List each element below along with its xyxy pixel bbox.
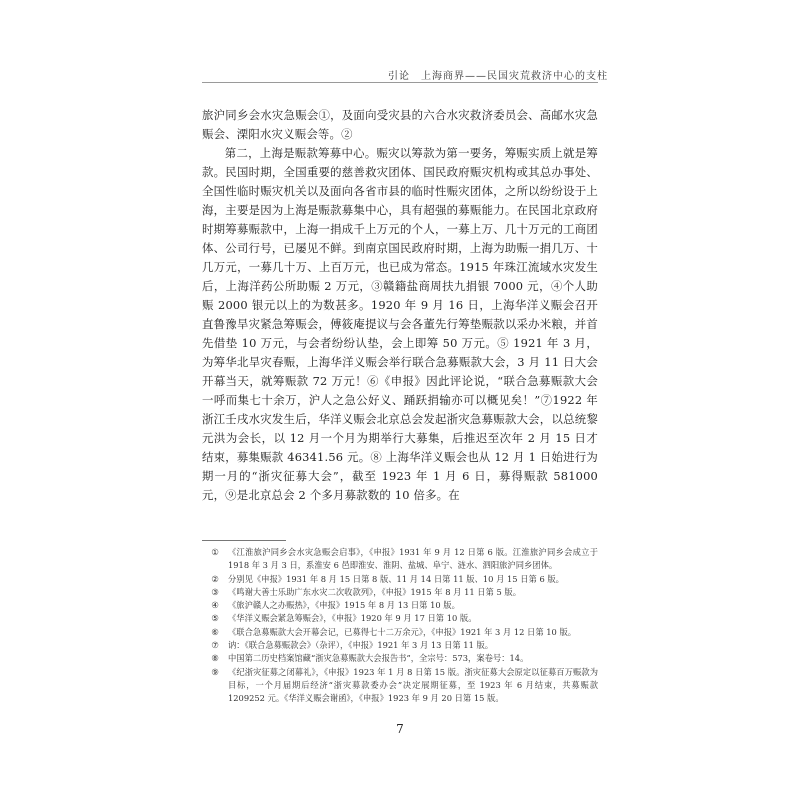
footnote-text: 《旅沪赣人之办赈热》，《申报》1915 年 8 月 13 日第 10 版。	[228, 600, 460, 611]
footnote-text: 《联合急募赈款大会开幕会记，已募得七十二万余元》，《申报》1921 年 3 月 12 日第 10 版。	[228, 626, 577, 637]
main-text	[202, 106, 598, 505]
footnote-6	[202, 626, 598, 639]
footnote-number: ③	[211, 586, 219, 597]
footnote-text: 分别见《申报》1931 年 8 月 15 日第 8 版、11 月 14 日第 11 版、10 月 15 日第 6 版。	[228, 573, 564, 584]
paragraph-1: 旅沪同乡会水灾急赈会①，及面向受灾县的六合水灾救济委员会、高邮水灾急赈会、溧阳水灾义赈会等。②	[202, 108, 598, 141]
footnote-text: 讷：《联合急募赈款会》（杂评），《申报》1921 年 3 月 13 日第 11 版。	[228, 640, 494, 651]
footnote-text: 《华洋义赈会紧急筹赈会》，《申报》1920 年 9 月 17 日第 10 版。	[228, 613, 477, 624]
running-header: 引论 上海商界——民国灾荒救济中心的支柱	[388, 71, 608, 82]
footnote-text: 中国第二历史档案馆藏“浙灾急募赈款大会报告书”，全宗号：573，案卷号：14。	[228, 653, 529, 664]
footnote-number: ⑥	[211, 626, 219, 637]
footnote-7	[202, 639, 598, 652]
footnote-number: ⑦	[211, 640, 219, 651]
footnote-text: 《江淮旅沪同乡会水灾急赈会启事》，《申报》1931 年 9 月 12 日第 6 版。江淮旅沪同乡会成立于 1918 年 3 月 3 日，系淮安 6 邑即淮安、淮阴、盐城、阜宁、涟水、泗阳旅沪同乡团体。	[228, 547, 598, 571]
footnote-text: 《纪浙灾征募之闭幕礼》，《申报》1923 年 1 月 8 日第 15 版。浙灾征募大会原定以征募百万赈款为目标，一个月届期后经济“浙灾募款委办会”决定展期征募，至 1923 年 6 月结束，共募赈款 1209252 元。《华洋义赈会谢函》，《申报》1923 年 9 月 20 日第 15 版。	[228, 666, 598, 704]
footnote-number: ⑧	[211, 653, 219, 664]
footnote-number: ④	[211, 600, 219, 611]
footnote-3	[202, 586, 598, 599]
footnote-number: ②	[211, 573, 219, 584]
footnote-4	[202, 599, 598, 612]
footnote-9	[202, 666, 598, 706]
paragraph-2: 第二，上海是赈款筹募中心。赈灾以筹款为第一要务，筹赈实质上就是筹款。民国时期，全国重要的慈善救灾团体、国民政府赈灾机构或其总办事处、全国性临时赈灾机关以及面向各省市县的临时性赈灾团体，之所以纷纷设于上海，主要是因为上海是赈款募集中心，具有超强的募赈能力。在民国北京政府时期筹募赈款中，上海一捐成千上万元的个人，一募上万、几十万元的工商团体、公司行号，已屡见不鲜。到南京国民政府时期，上海为助赈一捐几万、十几万元，一募几十万、上百万元，也已成为常态。1915 年珠江流域水灾发生后，上海洋药公所助赈 2 万元，③赣籍盐商周扶九捐银 7000 元，④个人助赈 2000 银元以上的为数甚多。1920 年 9 月 16 日，上海华洋义赈会召开直鲁豫旱灾紧急筹赈会，傅筱庵提议与会各董先行筹垫赈款以采办米粮，并首先借垫 10 万元，与会者纷纷认垫，会上即筹 50 万元。⑤ 1921 年 3 月，为筹华北旱灾春赈，上海华洋义赈会举行联合急募赈款大会，3 月 11 日大会开幕当天，就筹赈款 72 万元！⑥《申报》因此评论说，“联合急募赈款大会一呼而集七十余万，沪人之急公好义、踊跃捐输亦可以概见矣！”⑦1922 年浙江壬戌水灾发生后，华洋义赈会北京总会发起浙灾急募赈款大会，以总统黎元洪为会长，以 12 月一个月为期举行大募集，后推迟至次年 2 月 15 日才结束，募集赈款 46341.56 元。⑧ 上海华洋义赈会也从 12 月 1 日始进行为期一月的“浙灾征募大会”，截至 1923 年 1 月 6 日，募得赈款 581000 元，⑨是北京总会 2 个多月募款数的 10 倍多。在	[202, 146, 598, 502]
footnote-8	[202, 652, 598, 665]
footnote-1	[202, 546, 598, 573]
footnote-2	[202, 573, 598, 586]
footnote-divider	[202, 540, 286, 541]
page-number: 7	[396, 722, 404, 736]
footnote-number: ①	[211, 547, 219, 557]
footnote-number: ⑤	[211, 613, 219, 624]
footnote-5	[202, 612, 598, 625]
footnote-text: 《鸣谢大善士乐助广东水灾二次收款列》，《申报》1915 年 8 月 11 日第 5 版。	[228, 586, 522, 597]
footnote-number: ⑨	[211, 666, 219, 677]
footnotes	[202, 546, 598, 706]
header-rule	[202, 82, 598, 83]
